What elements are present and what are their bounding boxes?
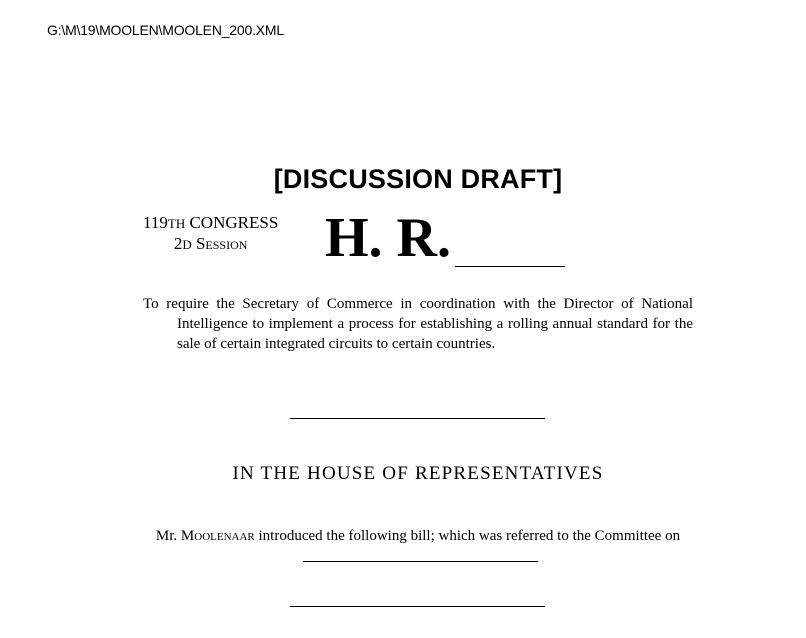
bill-purpose: To require the Secretary of Commerce in coordination with the Director of National Intelligence to implement a process for establishing a rolling annual standard for the sale of certain integrated circuits to certain countries.: [143, 296, 693, 352]
introduction-text: introduced the following bill; which was referred to the Committee on: [258, 528, 681, 544]
draft-label: [DISCUSSION DRAFT]: [273, 164, 563, 194]
congress-suffix: TH: [167, 216, 186, 231]
session-word: Session: [195, 234, 248, 253]
session-line: [143, 234, 278, 255]
congress-number: 119: [143, 213, 168, 232]
session-number: 2: [173, 234, 183, 253]
bill-number-blank: [455, 266, 565, 267]
bill-designation: H. R.: [325, 207, 451, 269]
session-suffix: D: [182, 237, 192, 252]
committee-blank: [303, 561, 538, 562]
congress-word: CONGRESS: [189, 213, 279, 232]
introduction-statement: [143, 526, 693, 566]
congress-line: [143, 213, 278, 234]
chamber-heading: IN THE HOUSE OF REPRESENTATIVES: [232, 463, 604, 484]
file-path: G:\M\19\MOOLEN\MOOLEN_200.XML: [47, 22, 284, 38]
sponsor-name: Moolenaar: [180, 528, 255, 544]
sponsor-title: Mr.: [155, 528, 178, 544]
separator-rule: [290, 418, 545, 419]
separator-rule-bottom: [290, 606, 545, 607]
congress-session-block: [143, 213, 278, 255]
